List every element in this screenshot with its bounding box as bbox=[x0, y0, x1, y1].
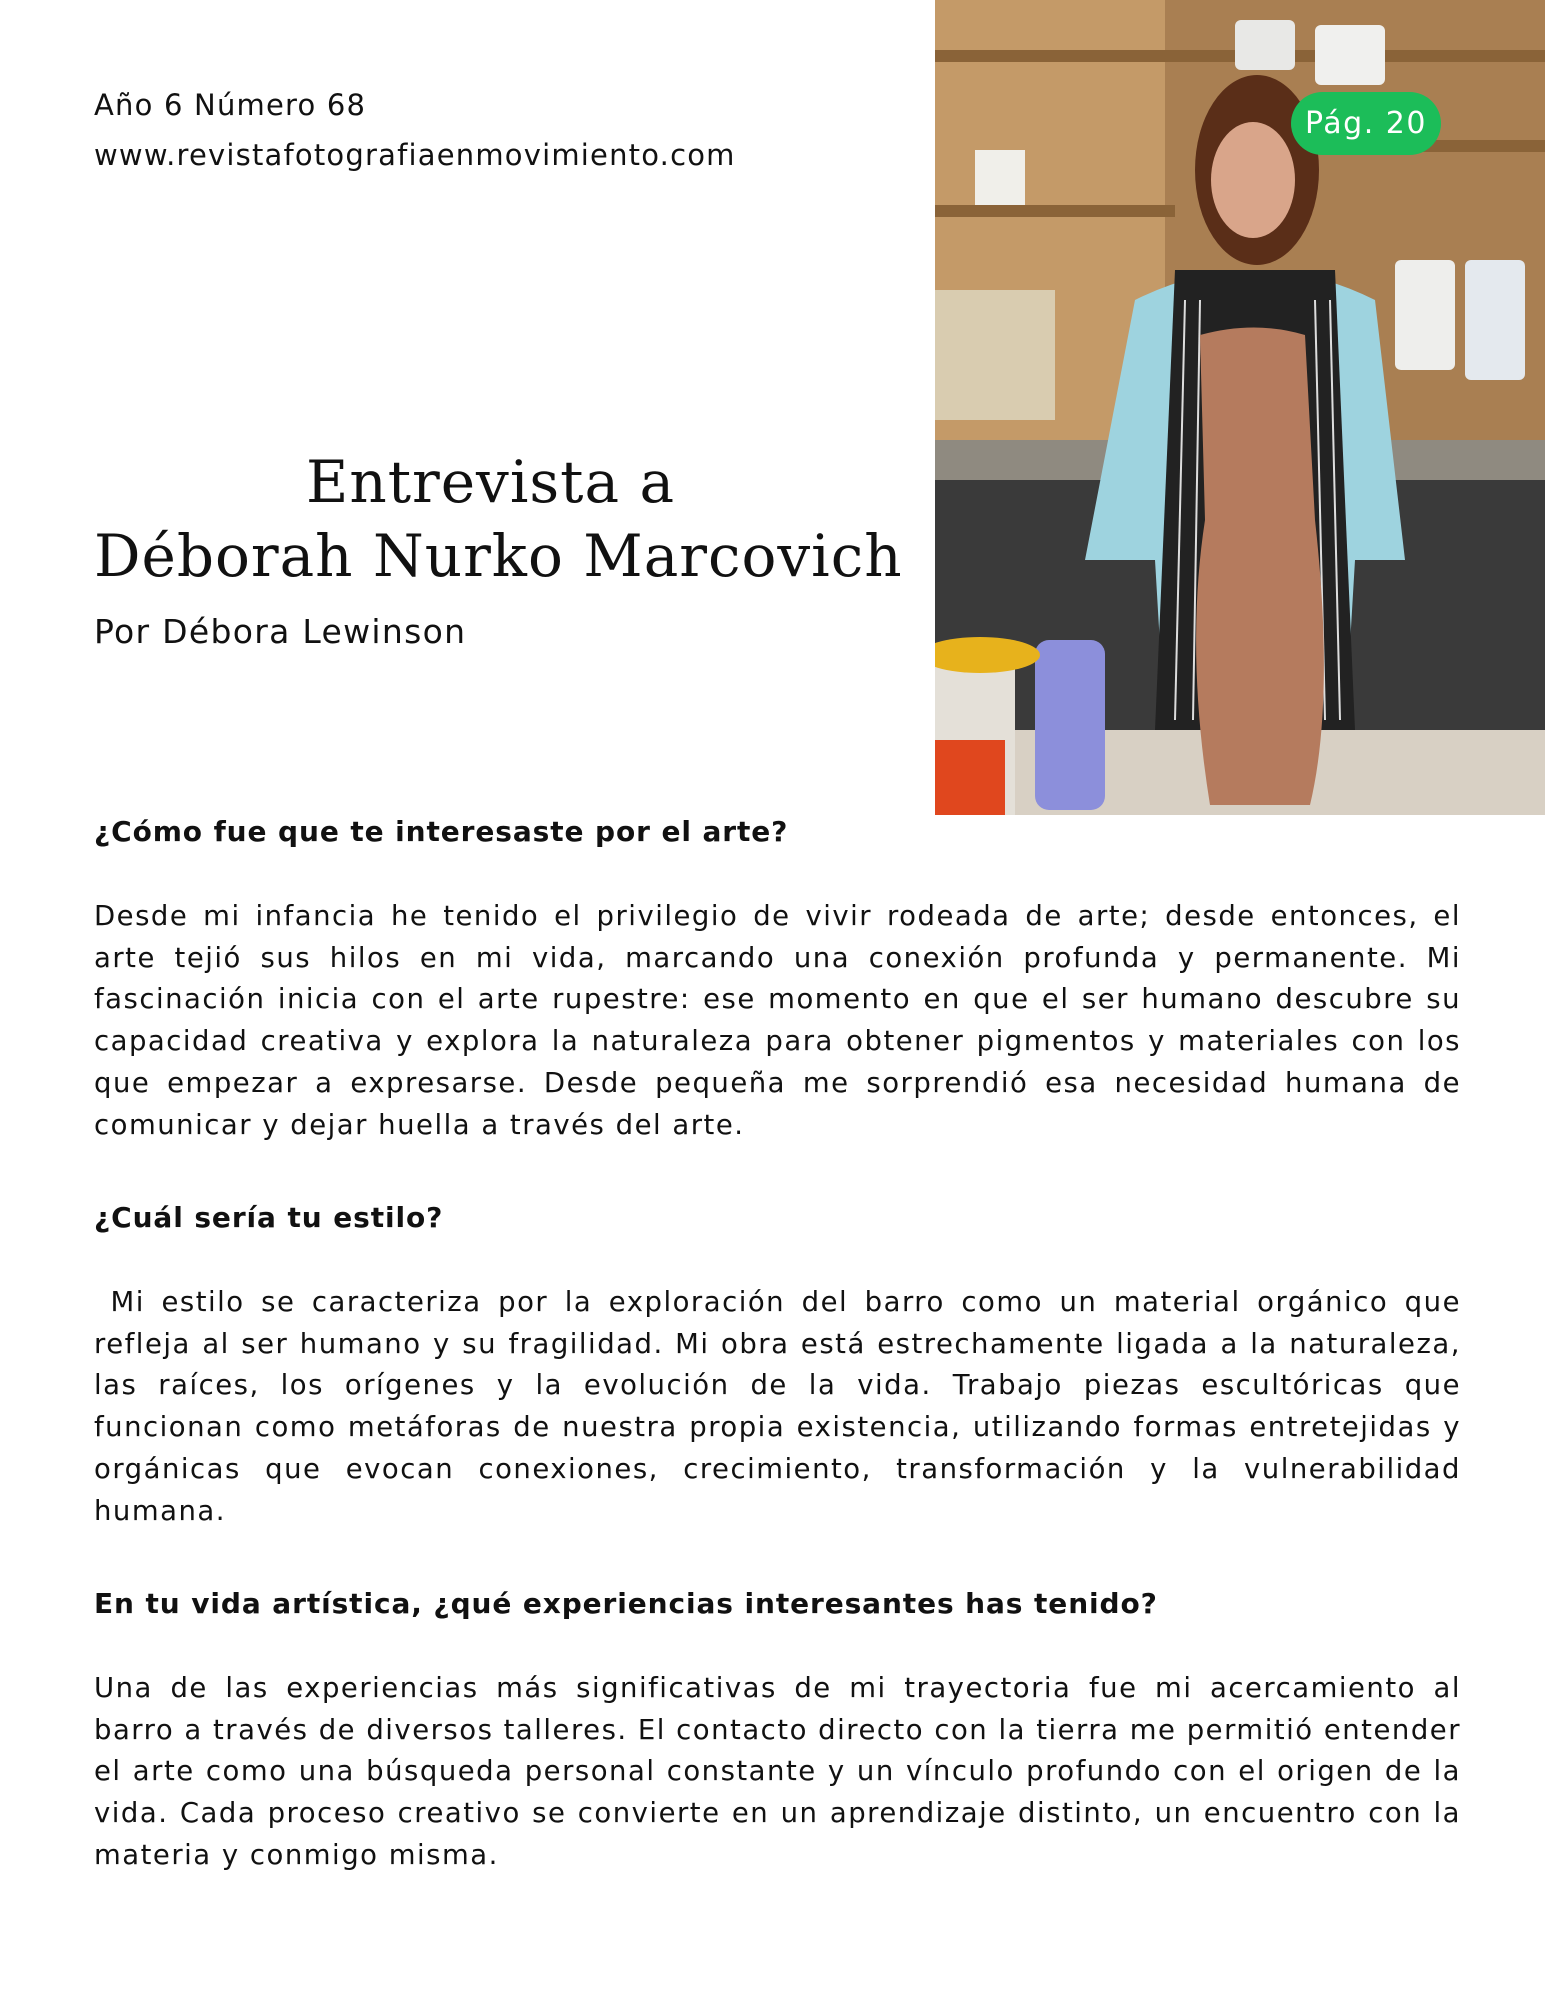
question-2: ¿Cuál sería tu estilo? bbox=[94, 1201, 444, 1234]
answer-1: Desde mi infancia he tenido el privilegio de vivir rodeada de arte; desde entonces, el arte tejió sus hilos en mi vida, marcando una conexión profunda y permanente. Mi fascinación inicia con el arte rupestre: ese momento en que el ser humano descubre su capacidad creativa y explora la naturaleza para obtener pigmentos y materiales con los que empezar a expresarse. Desde pequeña me sorprendió esa necesidad humana de comunicar y dejar huella a través del arte. bbox=[94, 900, 1461, 1141]
title-line-2: Déborah Nurko Marcovich bbox=[94, 522, 903, 590]
issue-number: Año 6 Número 68 bbox=[94, 88, 367, 122]
answer-3: Una de las experiencias más significativas de mi trayectoria fue mi acercamiento al barro a través de diversos talleres. El contacto directo con la tierra me permitió entender el arte como una búsqueda personal constante y un vínculo profundo con el origen de la vida. Cada proceso creativo se convierte en un aprendizaje distinto, un encuentro con la materia y conmigo misma. bbox=[94, 1672, 1461, 1871]
question-3: En tu vida artística, ¿qué experiencias interesantes has tenido? bbox=[94, 1587, 1158, 1620]
question-1: ¿Cómo fue que te interesaste por el arte? bbox=[94, 815, 789, 848]
website-url[interactable]: www.revistafotografiaenmovimiento.com bbox=[94, 138, 736, 172]
page-number-badge: Pág. 20 bbox=[1291, 92, 1441, 155]
byline: Por Débora Lewinson bbox=[94, 612, 467, 651]
title-line-1: Entrevista a bbox=[306, 448, 676, 516]
answer-2: Mi estilo se caracteriza por la exploración del barro como un material orgánico que refleja al ser humano y su fragilidad. Mi obra está estrechamente ligada a la naturaleza, las raíces, los orígenes y la evolución de la vida. Trabajo piezas escultóricas que funcionan como metáforas de nuestra propia existencia, utilizando formas entretejidas y orgánicas que evocan conexiones, crecimiento, transformación y la vulnerabilidad humana. bbox=[94, 1286, 1472, 1527]
artist-photo bbox=[935, 0, 1545, 815]
article-title bbox=[94, 445, 903, 593]
